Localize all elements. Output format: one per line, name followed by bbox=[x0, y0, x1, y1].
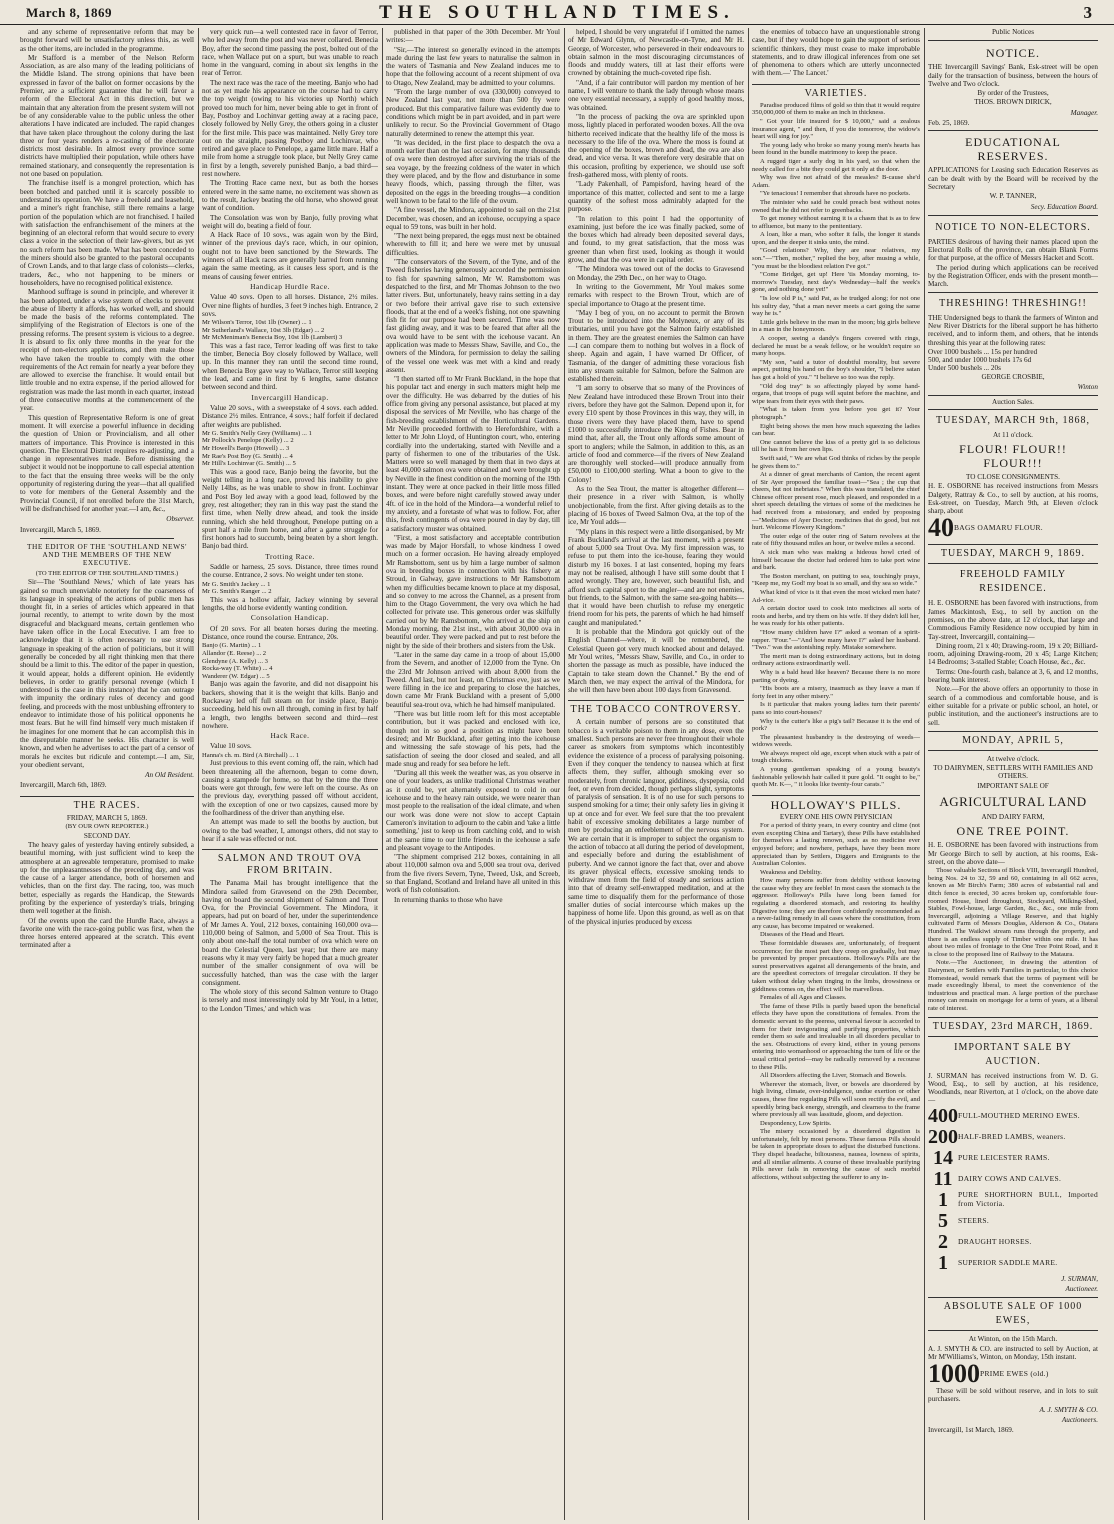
varieties-heading: VARIETIES. bbox=[752, 84, 920, 100]
holloway-pills-body bbox=[752, 822, 920, 1181]
sale3-description: Those valuable Sections of Block VIII, Invercargill Hundred, being Nos. 24 to 32, 59 and 60, containing in all 662 acres, known as Mr Birch's Farm; 380 acres of substantial rail and ditch fence is erected, 30 acres broken up, comfortable four-roomed House, lined throughout, Stockyard, Milking-Shed, Stables, Fowl-house, large Garden, &c., &c., one mile from Invercargill, adjoining a Village Reserve, and that highly cultivated Farm of Messrs Douglas, Alderson & Co., Otatara Hundred. The Waikiwi stream runs through the property, and there is an endless supply of Timber within one mile. It has about two miles of frontage to the One Tree Point Road, and it is close to the proposed line of Railway to the Mataura. bbox=[928, 867, 1098, 958]
notice-role: Manager. bbox=[1070, 108, 1098, 117]
sale2-title: FREEHOLD FAMILY RESIDENCE. bbox=[959, 569, 1067, 595]
editor-letter-heading: THE EDITOR OF THE 'SOUTHLAND NEWS' AND THE MEMBERS OF THE NEW EXECUTIVE. bbox=[26, 541, 187, 568]
consolation-report bbox=[202, 680, 378, 730]
paragraph: published in that paper of the 30th December. Mr Youl writes:— bbox=[386, 28, 560, 45]
paragraph: This was a good race, Banjo being the favorite, but the weight telling in a long race, proved his inability to give Nelly 14lbs, as he was unable to show in front. Lochinvar and Post Boy led away with a good lead, followed by the grey, rest altogether; they ran in this way past the stand the first time, when Nelly drew ahead, and took the inside running, which she held throughout, Penelope putting on a spurt half a mile from home, and after a game struggle for first honors had to succumb, being beaten by a short length. Banjo bad third. bbox=[202, 467, 378, 551]
paragraph: Eight being shows the men how much squeezing the ladies can bear. bbox=[752, 422, 920, 438]
result-line: Mr Hill's Lochinvar (G. Smith) ... 5 bbox=[202, 460, 296, 468]
sale2-rooms: Dining room, 21 x 40; Drawing-room, 19 x 20; Billiard-room, adjoining Drawing-room, 20 x 45; Large Kitchen; 14 Bedrooms; 3-stalled Stable; Coach House, &c., &c. bbox=[928, 641, 1098, 667]
paragraph: Diseases of the Head and Heart. bbox=[760, 931, 845, 939]
paragraph: "May I beg of you, on no account to permit the Brown Trout to be introduced into the Molyneux, or any of its tributaries, until you have got the Salmon fairly established in them. They are the greatest enemies the Salmon can have—I can compare them to nothing but wolves in a flock of sheep. Again and again, I have warned Dr Officer, of Tasmania, of the danger of admitting these voracious fish into any stream suitable for Salmon, before the Salmon are established therein. bbox=[568, 308, 744, 384]
result-line: Mr Howell's Banjo (Howell) ... 3 bbox=[202, 445, 290, 453]
lot-quantity: 1 bbox=[938, 1188, 948, 1211]
paragraph: "Lady Pakenhall, of Pampisford, having heard of the importance of this matter, collected and sent to me a large quantity of the softest moss admirably adapted for the purpose. bbox=[568, 180, 744, 214]
result-line: Hanna's ch. m. Bird (A Birchall) ... 1 bbox=[202, 751, 300, 759]
sale4-lots bbox=[928, 1106, 1098, 1273]
result-line: Mr G. Smith's Nelly Grey (Williams) ... 1 bbox=[202, 429, 312, 437]
sale3-date: MONDAY, APRIL 5, bbox=[928, 731, 1098, 751]
paragraph: " Got your life insured for $ 10,000," said a zealous insurance agent, " and then, if you die tomorrow, the widow's heart will sing for joy." bbox=[752, 117, 920, 141]
auction-lot bbox=[928, 1190, 1098, 1210]
paragraph: A young gentleman speaking of a young beauty's fashionable yellowish hair called it pure gold. "It ought to be," quoth Mr. K—, " it looks like twenty-four carats." bbox=[752, 766, 920, 789]
paragraph: "It was decided, in the first place to despatch the ova a month earlier than on the last occasion, for many thousands of ova were then destroyed after surviving the trials of the sea voyage, by the freezing coldness of the water in which they were placed, and by the flow and disturbance in some heavy floods, which, passing through the filter, was deposited on the eggs in the breeding troughs—a condition well known to be fatal to the life of the ovum. bbox=[386, 138, 560, 205]
trotting-race-report bbox=[202, 596, 378, 613]
sale3-and: AND DAIRY FARM, bbox=[981, 813, 1045, 822]
paragraph: Females of all Ages and Classes. bbox=[760, 994, 847, 1002]
column-rule bbox=[748, 28, 749, 1520]
paragraph: Paradise produced films of gold so thin that it would require 350,000,000 of them to make an inch in thickness. bbox=[752, 101, 920, 117]
letter-place-date: Invercargill, March 5, 1869. bbox=[20, 525, 101, 534]
sale1-title: FLOUR! FLOUR!! FLOUR!!! bbox=[959, 441, 1067, 470]
paragraph: One cannot believe the kiss of a pretty girl is so delicious till he has it from her own lips. bbox=[752, 438, 920, 454]
paragraph: "A fine vessel, the Mindora, appointed to sail on the 21st December, was chosen, and an icehouse, occupying a space equal to 59 tons, was built in her hold. bbox=[386, 206, 560, 231]
paragraph: "Is low old P is," said Pat, as he trudged along; for not one his sultry day, "that a man never meets a cart going the same way he is." bbox=[752, 295, 920, 318]
sale1-quantity-number: 40 bbox=[928, 513, 954, 543]
hack-race-heading: Hack Race. bbox=[270, 731, 310, 741]
paragraph: Swift said, " We are what God thinks of riches by the people he gives them to." bbox=[752, 454, 920, 470]
result-line: Mr Sutherland's Wallace, 10st 3lb (Edgar) ... 2 bbox=[202, 326, 325, 334]
auction-lot bbox=[928, 1232, 1098, 1252]
result-line: Mr McMeniman's Benecia Boy, 10st 1lb (Lambert) 3 bbox=[202, 334, 343, 342]
sale2-text: H. E. OSBORNE has been favored with instructions, from James Mackintosh, Esq., to sell by auction on the premises, on the above date, at 12 o'clock, that large and Commodious Family Residence now occupied by him in Tay-street, Invercargill, containing— bbox=[928, 599, 1098, 641]
sale5-note: These will be sold without reserve, and in lots to suit purchasers. bbox=[928, 1387, 1098, 1404]
paragraph: A certain number of persons are so constituted that tobacco is a veritable poison to them in any dose, even the smallest. Such persons are never free throughout their whole career as smokers from symptoms which incontestibly evidence the existence of a process of paralysing poisoning. Even if they conquer the tendency to nausea which at first affects them, they suffer, although smoking ever so moderately, from chronic languor, giddiness, dyspepsia, cold feet, or even from decided, though perhaps slight, symptoms of paralysis of sensation. It is of no use for such persons to suspend smoking for a time; their only safety lies in giving it up at once and for ever. We feel sure that the too prevalent habit of excessive smoking debilitates a large number of men by producing an enfeeblement of the nervous system. We are certain that it is improper to subject the organism to the action of tobacco at all during the period of development, and especially before and during the establishment of puberty. And we cannot ignore the fact that, over and above its graver physical effects, excessive smoking tends to withdraw men from the field of steady and serious action into that of dreamy self-enwrapped meditation, and at the same time to disqualify them for the performance of those smaller duties of social intercourse which makes up the happiness of home life. Upon this ground, as well as on that of the physical injuries produced by excess bbox=[568, 718, 744, 926]
paragraph: The pleasantest husbandry is the destroying of weeds—widows weeds. bbox=[752, 733, 920, 749]
races-day: SECOND DAY. bbox=[83, 831, 131, 840]
lot-description: HALF-BRED LAMBS, weaners. bbox=[958, 1131, 1066, 1141]
threshing-rates bbox=[928, 348, 1098, 373]
auction-lot bbox=[928, 1169, 1098, 1189]
result-line: Mr Rae's Post Boy (G. Smith) ... 4 bbox=[202, 452, 293, 460]
paragraph: "Good relations? Why, they are near relatives, my son."—"Then, mother," replied the boy, after musing a while, "you must be the bloodiest relation I've got." bbox=[752, 247, 920, 270]
paragraph: "His boots are a misery, inasmuch as they leave a man if forty feet in any other misery." bbox=[752, 685, 920, 700]
paragraph: "First, a most satisfactory and acceptable contribution was made by Major Horsfall, to whose kindness I owed much on a former occasion. He having already employed Mr Ramsbottom, sent us by him a large number of salmon ova in breeding boxes in connection with his fishery at Stroud, in Galway, gave instructions to Mr Ramsbottom when my difficulties became known to place at my disposal, and so convey to me across the Channel, as a present from him to the Otago Government, the very ova which he had collected for private use. This generous order was skilfully carried out by Mr Ramsbottom, who arrived at the ship on Monday morning, the 21st inst., with about 30,000 ova in beautiful order. They were packed and put to rest before the night by the side of their brothers and sisters from the Usk. bbox=[386, 533, 560, 650]
editor-letter-place-date: Invercargill, March 6th, 1869. bbox=[20, 781, 107, 790]
paragraph: For a period of thirty years, in every country and clime (not even excepting China and Tartary), these Pills have established for themselves a lasting renown, such as no medicine ever enjoyed before; and nowhere, perhaps, have they been more appreciated than by Settlers, Diggers and Emigrants to the Australian Colonies. bbox=[752, 822, 920, 868]
varieties-list bbox=[752, 102, 920, 789]
consolation-heading: Consolation Handicap. bbox=[250, 613, 330, 623]
result-line: Rocka-way (T. White) ... 4 bbox=[202, 665, 273, 673]
sale1-subtitle: TO CLOSE CONSIGNMENTS. bbox=[966, 472, 1060, 481]
trotting-race-conditions: Saddle or harness, 25 sovs. Distance, three times round the course. Entrance, 2 sovs. No weight under ten stone. bbox=[202, 563, 378, 580]
paragraph: A cooper, seeing a dandy's fingers covered with rings, declared he must be a weak fellow, or he wouldn't require so many hoops. bbox=[752, 335, 920, 358]
paragraph: What kind of vice is it that even the most wicked men hate? Ad-vice. bbox=[752, 589, 920, 604]
public-notices-heading: Public Notices bbox=[991, 28, 1035, 36]
lot-quantity: 2 bbox=[938, 1230, 948, 1253]
sale4-date: TUESDAY, 23rd MARCH, 1869. bbox=[928, 1017, 1098, 1037]
paragraph: This was a hollow affair, Jackey winning by several lengths, the old horse evidently wanting condition. bbox=[202, 595, 378, 613]
auction-lot bbox=[928, 1253, 1098, 1273]
paragraph: Sir—The 'Southland News,' which of late years has gained so much unenviable notoriety for the coarseness of its language in speaking of the actions of public men has thought fit, in a series of articles which appeared in that journal recently, to attempt to write down by the most disgraceful and blackguard means, certain gentlemen who have taken office in the Local Executive. I am free to acknowledge that it is often necessary to use strong language in speaking of the action of politicians, but it will generally be conceded by all right thinking men that there should be a limit to this. The editor of the paper in question, it would appear, holds a different opinion. He evidently believes, in order to gratify personal revenge (which I understood is the case in this instance) that he can outrage with impunity the ordinary rules of decency and good feeling, and proceeds with the most unblushing effrontery to endeavor to intimidate those of his political opponents he most fears. But he will find himself very much mistaken if he imagines for one moment that he can accomplish this in the disreputable manner he seeks. His character is well known, and when he advertises to act the part of a censor of morals he excites but ridicule and contempt.—I am, Sir, your obedient servant, bbox=[20, 578, 194, 769]
paragraph: Banjo was again the favorite, and did not disappoint his backers, showing that it is the weight that kills. Banjo and Rockaway led off full steam on for inside place, Banjo succeeding, held his own all through, coming in first by half a length, two lengths between second and third—rest nowhere. bbox=[202, 680, 378, 730]
paragraph: "Come Bridget, get up! Here 'tis Monday morning, to-morrow's Tuesday, next day's Wednesday—half the week's gone, and nothing done yet!" bbox=[752, 271, 920, 294]
paragraph: Despondency, Low Spirits. bbox=[760, 1119, 832, 1127]
threshing-place: Winton bbox=[1077, 383, 1098, 392]
threshing-text: THE Undersigned begs to thank the farmers of Winton and New River Districts for the liberal support he has hitherto received, and to inform them, and others, that he intends threshing this year at the following rates: bbox=[928, 313, 1098, 347]
sale5-quantity-number: 1000 bbox=[928, 1359, 980, 1389]
paragraph: The minister who said he could preach best without notes owned that he did not refer to greenbacks. bbox=[752, 198, 920, 214]
notice-authority: By order of the Trustees, bbox=[977, 89, 1049, 98]
paragraph: "My plans in this respect were a little disorganised, by Mr Frank Buckland's arrival at the last moment, with a present of about 5,000 sea Trout Ova. My first impression was, to refuse to put them into the ice-house, fearing they would disturb my 16 boxes. I at last consented, hoping my fears may not be realised, although I have still some doubt that I acted wrongly. They are, however, such beautiful fish, and afford such capital sport to the angler—and are not enemies, but friends, to the Salmon, with the same sea-going habits—that it would have been churlish to refuse my energetic friend room for his pets, the parents of which he had himself caught and manipulated." bbox=[568, 527, 744, 627]
hurdle-race-report bbox=[202, 342, 378, 392]
newspaper-title: THE SOUTHLAND TIMES. bbox=[379, 2, 735, 23]
column-rule bbox=[564, 28, 565, 1520]
lot-description: STEERS. bbox=[958, 1215, 990, 1225]
educational-reserves-title: EDUCATIONAL RESERVES. bbox=[965, 135, 1061, 164]
tobacco-article-continued bbox=[752, 28, 920, 78]
column-rule bbox=[924, 28, 925, 1520]
column-3 bbox=[386, 28, 560, 1520]
paragraph: The young lady who broke so many young men's hearts has been found in the bundle matrimony to keep the peace. bbox=[752, 141, 920, 157]
result-line: Allandor (E. Reese) ... 2 bbox=[202, 649, 267, 657]
hurdle-race-conditions: Value 40 sovs. Open to all horses. Distance, 2½ miles. Over nine flights of hurdles, 3 feet 9 inches high. Entrance, 2 sovs. bbox=[202, 293, 378, 318]
sale2-date: TUESDAY, MARCH 9, 1869. bbox=[928, 544, 1098, 564]
result-line: Mr Wilson's Terror, 10st 1lb (Owner) ... 1 bbox=[202, 319, 312, 327]
sale4-title: IMPORTANT SALE BY AUCTION. bbox=[954, 1041, 1072, 1067]
paragraph: The heavy gales of yesterday having entirely subsided, a beautiful morning, with just sufficient wind to keep the atmosphere at an agreeable temperature, promised to make up for the unpleasantnesses of the preceding day, and was the cause of a larger attendance, both of horsemen and vehicles, than on the first day. The racing, too, was much better, especially as regards the Handicap, the Stewards profiting by the experience of yesterday's trials, bringing them well together at the finish. bbox=[20, 840, 194, 916]
paragraph: This question of Representative Reform is one of great moment. It will exercise a powerful influence in deciding the question of Union or Provincialism, and all other matters of importance. This Province is interested in this question. The Electoral District requires re-adjusting, and a change in representatives made. Before dismissing the subject it would not be inopportune to call especial attention to the fact that the ensuing three weeks will be the only opportunity of registering during the year—that all qualified to vote for members of the General Assembly and the Provincial Council, if not enrolled before the 31st March, will be disfranchised for another year.—I am, &c., bbox=[20, 413, 194, 513]
sale1-quantity bbox=[928, 513, 1098, 543]
paragraph: "In relation to this point I had the opportunity of examining, just before the ice was finally packed, some of the boxes which had already been deposited several days, and found, to my great satisfaction, that the moss was greener than when first used, looking as though it would grow, and that the ova were in capital order. bbox=[568, 214, 744, 265]
sale3-subtitle: IMPORTANT SALE OF bbox=[977, 781, 1049, 790]
column-2 bbox=[202, 28, 378, 1520]
paragraph: "Later in the same day came in a troop of about 15,000 from the Severn, and another of 12,000 from the Tyne. On the 23rd Mr Johnson arrived with about 8,000 from the Tweed. And last, but not least, on Christmas eve, just as we were filling in the ice and preparing to close the hatches, down came Mr Frank Buckland with a present of 5,000 beautiful sea-trout ova, which he had himself manipulated. bbox=[386, 650, 560, 709]
sale3-note: Note.—The Auctioneer, in drawing the attention of Dairymen, or Settlers with Families in particular, to this choice Homestead, would remark that the terms of payment will be made exceedingly liberal, to meet the convenience of the industrious and practical man. A large portion of the purchase money can remain on mortgage for a term of years, at a liberal rate of interest. bbox=[928, 959, 1098, 1012]
hack-race-results bbox=[202, 752, 378, 760]
paragraph: To get money without earning it is a chasm that is as to few to affluence, but many to the penitentiary. bbox=[752, 215, 920, 230]
masthead bbox=[0, 0, 1114, 25]
paragraph: and any scheme of representative reform that may be brought forward will be unsatisfactory unless this, as well as the other items, are included in the programme. bbox=[20, 28, 194, 53]
issue-date: March 8, 1869 bbox=[26, 5, 113, 20]
auction-lot bbox=[928, 1148, 1098, 1168]
paragraph: Is it particular that makes young ladies turn their parents' pans so into court-houses? bbox=[752, 701, 920, 716]
paragraph: Of the events upon the card the Hurdle Race, always a favorite one with the race-going public was first, when the three horses entered appeared at the scratch. This event terminated after a bbox=[20, 916, 194, 950]
result-line: Banjo (G. Martin) ... 1 bbox=[202, 642, 262, 650]
lot-quantity: 14 bbox=[933, 1146, 953, 1169]
sale5-text: A. J. SMYTH & CO. are instructed to sell by Auction, at Mr M'Williams's, Winton, on Monday, 15th instant. bbox=[928, 1344, 1098, 1361]
editor-letter-signature: An Old Resident. bbox=[145, 771, 194, 780]
paragraph: Little girls believe in the man in the moon; big girls believe in a man in the honeymoon. bbox=[752, 318, 920, 334]
lot-description: SUPERIOR SADDLE MARE. bbox=[958, 1257, 1058, 1267]
sale1-text: H. E. OSBORNE has received instructions from Messrs Dalgety, Rattray & Co., to sell by auction, at his rooms, Esk-street, on Tuesday, March 9th, at Eleven o'clock sharp, about bbox=[928, 482, 1098, 516]
sale5-quantity-text: PRIME EWES (old.) bbox=[980, 1369, 1049, 1379]
result-line: 500, and under 1000 bushels 17s 6d bbox=[928, 356, 1032, 365]
salmon-article-heading: SALMON AND TROUT OVA FROM BRITAIN. bbox=[202, 849, 378, 877]
paragraph: "And, if a fair contributor will pardon my mention of her name, I will venture to thank the lady through whose means one very essential necessary, a supply of good healthy moss, was obtained. bbox=[568, 78, 744, 112]
paragraph: "The Mindora was towed out of the docks to Gravesend on Monday, the 29th Dec., on her way to Otago. bbox=[568, 265, 744, 282]
lot-description: DRAUGHT HORSES. bbox=[958, 1236, 1032, 1246]
lot-quantity: 400 bbox=[928, 1104, 958, 1127]
paragraph: "I am sorry to observe that so many of the Provinces of New Zealand have introduced these Brown Trout into their rivers, before they have got the Salmon. Depend upon it, for every £10 spent by those Provinces in this way, they will, in those rivers were they have placed them, have to spend £1000 to successfully introduce the King of Fishes. Bear in mind that, after all, the Trout only affords some amount of sport to anglers; while the Salmon, in addition to this, as an article of food and commerce—if the rivers of New Zealand are thoroughly well stocked—will produce annually from £50,000 to £100,000 sterling. What a boon to give to the Colony! bbox=[568, 384, 744, 484]
paragraph: We always respect old age, except when stuck with a pair of tough chickens. bbox=[752, 749, 920, 765]
paragraph: "The conservators of the Severn, of the Tyne, and of the Tweed fisheries having generously accorded the permission to fish for spawning salmon, Mr W. Ramsbottom was despatched to the first, and Mr Thomas Johnson to the two latter rivers. But, unfortunately, heavy rains setting in a day or two before their arrival gave rise to such extensive floods, that at the end of a week's fishing, not one spawning fish fit for our purpose had been secured. Time was now fast gliding away, and it was to be feared that after all the ova would have to be sent with the icehouse vacant. An application was made to Messrs Shaw, Saville, and Co., the owners of the Mindora, for permission to delay the sailing of the vessel one week was met with a kind and ready assent. bbox=[386, 258, 560, 374]
sale2-note: Note.—For the above offers an opportunity to those in search of a commodious and comfortable house, and is either suitable for a private or public school, an hotel, or public institution, and the auctioneer's instructions are to sell. bbox=[928, 685, 1098, 727]
paragraph: "In the process of packing the ova are sprinkled upon moss, lightly placed in perforated wooden boxes. All the ova hitherto received indicate that the healthy life of the moss is necessary to the life of the ova. Where the moss is found at the opening of the boxes, brown and dead, the ova are also dead, and vice versa. It was therefore very desirable that on this occasion, profiting by experience, we should use soft fresh-gathered moss, with plenty of roots. bbox=[568, 112, 744, 180]
paragraph: At a dinner of great merchants of Canton, the recent agent of Sir Ayer proposed the familiar toast—"Sea ; the cup that cheers, but not inebriates." When this was translated, the chief Chinese officer present rose, much pleased, and responded in a short speech detailing the virtues of some of the medicines he had received from a missionary, and ended by proposing—"Medicines of Ayer Doctor; medicines that do good, but not hurt. Welcome Flowery Kingdom." bbox=[752, 471, 920, 532]
paragraph: "I then started off to Mr Frank Buckland, in the hope that his popular tact and energy in such matters might help me over the difficulty. He was debarred by the duties of his office from giving any personal assistance, but placed at my disposal the services of Mr Neville, who has charge of the fish-breeding establishment of the Horticultural Gardens. Mr Neville proceeded forthwith to Herefordshire, with a letter to Mr John Lloyd, of Huntington court, who, entering cordially into the undertaking, started with Neville and a party of fishermen to one of the tributaries of the Usk. Matters were so well managed by them that in two days at least 40,000 salmon ova were obtained and were brought up by Neville in the finest condition on the morning of the 19th instant. They were at once packed in their little moss filled boxes, and were before night carefully stowed away under 4ft. of ice in the hold of the Mindora—a wonderful relief to my anxiety, and a foretaste of what was to follow. For, after this, fresh contingents of ova were poured in day by day, till a satisfactory muster was obtained. bbox=[386, 375, 560, 533]
paragraph: The misery occasioned by a disordered digestion is unfortunately, felt by most persons. These famous Pills should be taken in appropriate doses to adjust the disturbed functions. They dispel headache, biliousness, nausea, lowness of spirits, and all similar ailments. A course of these invaluable purifying Pills never fails in removing the cause of such morbid affections, without subjecting the sufferer to any in- bbox=[752, 1128, 920, 1181]
lot-quantity: 11 bbox=[933, 1167, 953, 1190]
notice-signatory: THOS. BROWN DIRICK, bbox=[974, 98, 1052, 107]
paragraph: The outer edge of the outer ring of Saturn revolves at the rate of fifty thousand miles an hour, or twelve miles a second. bbox=[752, 532, 920, 548]
paragraph: This was a fast race, Terror leading off was first to take the timber, Benecia Boy closely followed by Wallace, well up. In this manner they ran until the second time round, when Benecia Boy gave way to Wallace, Terror still keeping the lead, and came in first by 6 lengths, same distance between second and third. bbox=[202, 341, 378, 392]
lot-description: PURE LEICESTER RAMS. bbox=[958, 1152, 1050, 1162]
paragraph: "Old dog tray" is so affectingly played by some hand-organs, that troops of pugs will squint before the machine, and wipe tears from their eyes with their paws. bbox=[752, 382, 920, 405]
paragraph: Just previous to this event coming off, the rain, which had been threatening all the afternoon, began to come down, causing a stampede for home, so that by the time the three boats were got through, few were left on the course. As on the previous day, everything passed off without accident, with the exception of one or two capsizes, caused more by the foolhardiness of the driver than anything else. bbox=[202, 759, 378, 818]
editor-letter-body bbox=[20, 578, 194, 769]
sale5-signatory: A. J. SMYTH & CO. bbox=[1039, 1405, 1098, 1414]
sale5-place-date: Invercargill, 1st March, 1869. bbox=[928, 1426, 1014, 1435]
sale2-terms: Terms: One-fourth cash, balance at 3, 6, and 12 months, bearing bank interest. bbox=[928, 667, 1098, 685]
reform-letter-body bbox=[20, 28, 194, 513]
paragraph: The Trotting Race came next, but as both the horses entered were in the same name, no excitement was shown as to the result, Jackey beating the old horse, who showed great want of condition. bbox=[202, 179, 378, 213]
sale4-text: J. SURMAN has received instructions from W. D. G. Wood, Esq., to sell by auction, at his residence, Woodlands, near Riverton, at 1 o'clock, on the above date— bbox=[928, 1071, 1098, 1105]
result-line: Under 500 bushels ... 20s bbox=[928, 364, 1001, 373]
consolation-results bbox=[202, 642, 378, 680]
paragraph: Weakness and Debility. bbox=[760, 868, 822, 876]
paragraph: "There was but little room left for this most acceptable contribution, but it was packed and enclosed with ice, though not in so good a position as might have been desired; and Mr Buckland, after getting into the icehouse and witnessing the safe stowage of his pets, had the satisfaction of seeing the door closed and sealed, and all made snug and ready for sea before he left. bbox=[386, 710, 560, 768]
threshing-title: THRESHING! THRESHING!! bbox=[939, 297, 1087, 309]
trotting-race-heading: Trotting Race. bbox=[265, 551, 315, 561]
paragraph: The franchise itself is a mongrel protection, which has been botched and patched until it is scarcely possible to understand its operation. We have a freehold and leasehold, and a miner's right franchise, still there remains a large portion of the population which are not franchised. I hailed with satisfaction the enfranchisement of the miners at the beginning of an electoral reform that would secure to every class a voice in the selection of their law-givers, but as yet no such reform has been made. What has been conceded to the miners should also be granted to the pastoral occupants of Crown Lands, and to that large class of colonists—clerks, traders, &c., who not happening to be miners or householders, have no recognised political existence. bbox=[20, 179, 194, 287]
races-byline: (BY OUR OWN REPORTER.) bbox=[65, 823, 149, 831]
races-continued bbox=[202, 28, 378, 281]
paragraph: All Disorders affecting the Liver, Stomach and Bowels. bbox=[760, 1072, 907, 1080]
paragraph: A certain doctor used to cook into medicines all sorts of roots and herbs, and try them on his wife. If they didn't kill her, he was ready for his other patients. bbox=[752, 605, 920, 628]
auction-lot bbox=[928, 1127, 1098, 1147]
tobacco-article-heading: THE TOBACCO CONTROVERSY. bbox=[568, 700, 744, 716]
paragraph: Mr Stafford is a member of the Nelson Reform Association, as are also many of the leading politicians of the Middle Island. The strong opinions that have been expressed in favor of the ballot on former occasions by the Premier, are a sufficient guarantee that he will favor a reform of the Electoral Act in this direction, but we maintain that any alteration from the present system will not be of any considerable value to the public unless the other alterations I have indicated are included. The rapid changes that have taken place throughout the colony during the last three or four years renders a re-casting of the electorate districts most desirable. In almost every province some districts have multiplied their population, while others have remained stationary, and consequently the representation is not one based on population. bbox=[20, 53, 194, 179]
races-date: FRIDAY, MARCH 5, 1869. bbox=[66, 813, 148, 822]
paragraph: Why is a bald head like heaven? Because there is no more parting or dyeing. bbox=[752, 668, 920, 684]
paragraph: A Hack Race of 10 sovs., was again won by the Bird, winner of the previous day's race, which, in our opinion, ought not to have been sanctioned by the Stewards. The winners of all Hack races are generally barred from running again the same meeting, as it causes less sport, and is the means of causing fewer entries. bbox=[202, 231, 378, 281]
non-electors-notice bbox=[928, 215, 1098, 293]
paragraph: In writing to the Government, Mr Youl makes some remarks with respect to the Brown Trout, which are of special importance to Otago at the present time. bbox=[568, 282, 744, 308]
paragraph: "What is taken from you before you get it? Your photograph." bbox=[752, 406, 920, 421]
paragraph: "The shipment comprised 212 boxes, containing in all about 110,000 salmon ova and 5,000 sea trout ova, derived from the five rivers Severn, Tyne, Tweed, Usk, and Screeb, so that England, Scotland and Ireland have all united in this work of fish colonisation. bbox=[386, 853, 560, 895]
sale5-title: ABSOLUTE SALE OF 1000 EWES, bbox=[928, 1297, 1098, 1331]
paragraph: "During all this week the weather was, as you observe in one of your leaders, as unlike traditional Christmas weather as it could be, yet alternately exposed to cold in our icehouse and to the heavy rain outside, we were nearer than most people to the realisation of the ideal climate, and when our work was done were not slow to accept Captain Cameron's invitation to adjourn to the cabin and 'take a little something,' just to keep us from catching cold, and to wish at the same time to our little friends in the icehouse a safe and pleasant voyage to the Antipodes. bbox=[386, 769, 560, 852]
sale1-date: TUESDAY, MARCH 9th, 1868, bbox=[936, 414, 1090, 426]
paragraph: The fame of these Pills is partly based upon the beneficial effects they have upon the constitutions of females. From the domestic servant to the peeress, universal favour is accorded to them for their invigorating and purifying properties, which render them so safe and invaluable in all disorders peculiar to the sex. Obstructions of every kind, either in young persons entering into womanhood or approaching the turn of life or the usual critical period—may be radically removed by a recourse to these Pills. bbox=[752, 1002, 920, 1071]
invercargill-handicap-conditions: Value 20 sovs., with a sweepstake of 4 sovs. each added. Distance 2½ miles. Entrance, 4 sovs.; half forfeit if declared after weights are published. bbox=[202, 403, 378, 429]
paragraph: As to the Sea Trout, the matter is altogether different—their presence in a river with Salmon, is wholly unobjectionable, from the first. After giving details as to the placing of 16 boxes of Tweed Salmon Ova, at the top of the ice, Mr Youl adds— bbox=[568, 485, 744, 527]
races-heading: THE RACES. bbox=[20, 796, 194, 812]
hurdle-race-heading: Handicap Hurdle Race. bbox=[250, 281, 330, 291]
sale5-role: Auctioneers. bbox=[1061, 1416, 1098, 1425]
paragraph: helped, I should be very ungrateful if I omitted the names of Mr Edward Glynn, of Newcastle-on-Tyne, and Mr H. George, of Worcester, who persevered in their endeavours to obtain salmon in the most discouraging circumstances of floods and muddy waters, till at last their efforts were crowned by obtaining the much-coveted ripe fish. bbox=[568, 28, 744, 78]
sale5-quantity bbox=[928, 1359, 1098, 1389]
result-line: Glendyne (A. Kelly) ... 3 bbox=[202, 657, 268, 665]
column-4 bbox=[568, 28, 744, 1520]
auction-lot bbox=[928, 1211, 1098, 1231]
sale4-role: Auctioneer. bbox=[1065, 1284, 1098, 1293]
sale3-main-title: AGRICULTURAL LAND bbox=[939, 794, 1087, 810]
notice-date: Feb. 25, 1869. bbox=[928, 119, 970, 128]
educational-reserves-role: Secy. Education Board. bbox=[1030, 202, 1098, 211]
auction-lot bbox=[928, 1106, 1098, 1126]
column-rule bbox=[198, 28, 199, 1520]
paragraph: Why is the cutter's like a pig's tail? Because it is the end of pork? bbox=[752, 717, 920, 733]
result-line: Mr Pollock's Penelope (Kelly) ... 2 bbox=[202, 437, 294, 445]
tobacco-article-body bbox=[568, 718, 744, 925]
paragraph: A rugged tiger a surly dog in his yard, so that when the needy called for a bite they could get it only at the door. bbox=[752, 157, 920, 173]
paragraph: "My son, "said a tutor of doubtful morality, but severe aspect, putting his hand on the boy's shoulder, "I believe satan has got a hold of you." "I believe so too was the reply. bbox=[752, 358, 920, 381]
sale3-title: TO DAIRYMEN, SETTLERS WITH FAMILIES AND OTHERS. bbox=[933, 764, 1093, 781]
races-body bbox=[20, 841, 194, 950]
salmon-letter-continued bbox=[568, 28, 744, 694]
salmon-article-body bbox=[202, 879, 378, 1013]
invercargill-handicap-results bbox=[202, 430, 378, 468]
column-5 bbox=[752, 28, 920, 1520]
paragraph: The Panama Mail has brought intelligence that the Mindora sailed from Gravesend on the 29th December, having on board the second shipment of Salmon and Trout Ova, for the Provincial Government. The Mindora, it appears, had put on board of her, under the superintendence of Mr James A. Youl, 212 boxes, containing 160,000 ova—110,000 being of Salmon, and 5,000 of Sea Trout. This is only about one-half the total number of ova which were on board the Celestial Queen, last year; but there are many reasons why it may very fairly be hoped that a much greater number of the smaller consignment of ova will be successfully hatched, than was the case with the larger consignment. bbox=[202, 879, 378, 987]
paragraph: The Boston merchant, on putting to sea, touchingly prays, "Keep me, my God! my boat is so small, and thy sea so wide." bbox=[752, 572, 920, 588]
auction-sales-heading: Auction Sales. bbox=[928, 395, 1098, 409]
invercargill-handicap-heading: Invercargill Handicap. bbox=[251, 392, 329, 402]
column-1 bbox=[20, 28, 194, 1520]
editor-letter-to: (TO THE EDITOR OF THE SOUTHLAND TIMES.) bbox=[35, 569, 179, 577]
paragraph: A loan, like a man, who softer it falls, the longer it stands upon, and the deeper it sinks unto, the mind. bbox=[752, 231, 920, 246]
invercargill-handicap-report bbox=[202, 468, 378, 551]
paragraph: The next race was the race of the meeting. Banjo who had not as yet made his appearance on the course had to carry the top weight (owing to his victories up North) which proved too much for him, never being able to get in front of Bay, Postboy and Lochinvar getting away at a racing pace, closely followed by Nelly Grey, the others going in a cluster for the first mile. This pace was maintained. Nelly Grey tore out on the straight, passing Postboy and Lochinvar, who retired and gave place to Penelope, a game little mare. Half a mile from home a struggle took place, but Nelly Grey came in first by a length, severely punished Banjo, a bad third—rest nowhere. bbox=[202, 78, 378, 179]
result-line: Over 1000 bushels ... 15s per hundred bbox=[928, 347, 1038, 356]
sale1-time: At 11 o'clock. bbox=[993, 430, 1033, 439]
column-6 bbox=[928, 28, 1098, 1520]
trotting-race-results bbox=[202, 581, 378, 596]
threshing-signatory: GEORGE CROSBIE, bbox=[981, 372, 1045, 381]
educational-reserves-text: APPLICATIONS for Leasing such Education Reserves as can be dealt with by the Board will be received by the Secretary bbox=[928, 166, 1098, 191]
consolation-conditions: Of 20 sovs. For all beaten horses during the meeting. Distance, once round the course. Entrance, 20s. bbox=[202, 624, 378, 642]
lot-description: FULL-MOUTHED MERINO EWES. bbox=[958, 1110, 1080, 1120]
paragraph: the enemies of tobacco have an unquestionable strong case, but if they would hope to gain the support of serious scientific thinkers, they must cease to make improbable statements, and to draw illogical inferences from one set of phenomena to others which are utterly unconnected with them.—' The Lancet.' bbox=[752, 28, 920, 78]
hack-race-conditions: Value 10 sovs. bbox=[210, 742, 252, 751]
paragraph: "Sir,—The interest so generally evinced in the attempts made during the last few years to naturalise the salmon in the waters of Tasmania and New Zealand induces me to hope that the following account of a recent shipment of ova to Otago, New Zealand, may be admitted to your columns. bbox=[386, 45, 560, 87]
non-electors-text: PARTIES desirous of having their names placed upon the Electoral Rolls of the province, can obtain Blank Forms for that purpose, at the office of Messrs Hacket and Scott. bbox=[928, 237, 1098, 263]
paragraph: In returning thanks to those who have bbox=[394, 895, 503, 904]
sale4-signatory: J. SURMAN, bbox=[1061, 1274, 1098, 1283]
paragraph: "Ye tenacious! I remember that shrouds have no pockets. bbox=[760, 190, 911, 198]
paragraph: "The next being prepared, the eggs must next be obtained wherewith to fill it; and here we were met by unusual difficulties. bbox=[386, 232, 560, 257]
paragraph: An attempt was made to sell the booths by auction, but owing to the bad weather, I, amongst others, did not stay to hear if a sale was effected or not. bbox=[202, 818, 378, 843]
holloway-pills-heading: HOLLOWAY'S PILLS. bbox=[752, 795, 920, 811]
paragraph: How many persons suffer from debility without knowing the cause why they are feeble! In most cases the stomach is the aggressor. Holloway's Pills have long been famed for regulating a disordered stomach, and restoring its healthy Digestive tone; they are therefore confidently recommended as a never-failing remedy in all cases where the constitution, from any cause, has become impaired or weakened. bbox=[752, 877, 920, 930]
notice-title: NOTICE. bbox=[986, 46, 1040, 61]
column-rule bbox=[382, 28, 383, 1520]
hurdle-race-results bbox=[202, 319, 378, 342]
sale3-text: H. E. OSBORNE has been favored with instructions from Mr George Birch to sell by auction, at his rooms, Esk-street, on the above date— bbox=[928, 841, 1098, 866]
sale5-subtitle: At Winton, on the 15th March. bbox=[968, 1335, 1058, 1344]
result-line: Mr G. Smith's Jackey ... 1 bbox=[202, 580, 271, 588]
sale3-property-name: ONE TREE POINT. bbox=[956, 824, 1070, 839]
letter-signature: Observer. bbox=[166, 515, 194, 524]
result-line: Wanderer (W. Edgar) ... 5 bbox=[202, 672, 270, 680]
page-number: 3 bbox=[1083, 3, 1092, 22]
paragraph: Why was five not afraid of the measles? B-cause she'd Adam. bbox=[752, 174, 920, 189]
paragraph: The merit man is doing extraordinary actions, but in doing ordinary actions extraordinarily well. bbox=[752, 652, 920, 668]
paragraph: Manhood suffrage is sound in principle, and wherever it has been adopted, under a wise system of checks to prevent the abuse of liberty it affords, has worked well, and should be made the basis of the reforms contemplated. The simplifying of the Registration of Electors is one of the pressing reforms. The present system is vicious to a degree. It is absurd to fix only three months in the year for the receipt of non-electors applications, and then make those who have taken the trouble to comply with the other requirements of the Act remain for nearly a year before they are allowed to exercise the franchise. It would entail but little trouble and no extra expense, if the period allowed for registration was made the last month in each quarter, instead of three consecutive months at the commencement of the year. bbox=[20, 288, 194, 413]
lot-quantity: 1 bbox=[938, 1251, 948, 1274]
non-electors-period: The period during which applications can be received by the Registration Officer, ends with the present month—March. bbox=[928, 263, 1098, 289]
holloway-pills-subheading: EVERY ONE HIS OWN PHYSICIAN bbox=[779, 812, 893, 821]
lot-description: DAIRY COWS AND CALVES. bbox=[958, 1173, 1062, 1183]
paragraph: "From the large number of ova (330,000) conveyed to New Zealand last year, not more than 500 fry were produced. But this comparative failure was evidently due to conditions which might be in part avoided, and in part were unlikely to recur. So the Provincial Government of Otago naturally determined to renew the attempt this year. bbox=[386, 88, 560, 138]
salmon-letter-body bbox=[386, 28, 560, 904]
paragraph: It is probable that the Mindora got quickly out of the English Channel—where, it will be remembered, the Celestial Queen got very much knocked about and delayed. Mr Youl writes, "Messrs Shaw, Saville, and Co., in order to shorten the passage as much as possible, have induced the Captain to take steam down the Channel." By the end of March then, we may expect the arrival of the Mindora, for she will then have been about 100 days from Gravesend. bbox=[568, 628, 744, 695]
savings-bank-notice bbox=[928, 40, 1098, 131]
result-line: Mr G. Smith's Ranger ... 2 bbox=[202, 588, 272, 596]
non-electors-title: NOTICE TO NON-ELECTORS. bbox=[935, 221, 1091, 233]
paragraph: These formidable diseases are, unfortunately, of frequent occurrence; for the most part they creep on gradually, but may be prevented by proper precautions. Holloway's Pills are the surest preservatives against all derangements of the brain, and are the speediest correctors of irregular circulation. If they be taken without delay when tinging in the limbs, drowsiness or giddiness comes on, the effect will be marvellous. bbox=[752, 940, 920, 993]
paragraph: The Consolation was won by Banjo, fully proving what weight will do, beating a field of four. bbox=[202, 213, 378, 230]
paragraph: The whole story of this second Salmon venture to Otago is tersely and most interestingly told by Mr Youl, in a letter, to the London 'Times,' and which was bbox=[202, 988, 378, 1013]
paragraph: Wherever the stomach, liver, or bowels are disordered by high living, climate, over-indulgence, undue exertion or other causes, these fine regulating Pills will soon rectify the evil, and speedily bring back energy, strength, and clearness to the frame where previously all was lassitude, gloom, and dejection. bbox=[752, 1080, 920, 1119]
hack-race-report bbox=[202, 759, 378, 843]
notice-text: THE Invercargill Savings' Bank, Esk-street will be open daily for the transaction of business, between the hours of Twelve and Two o'clock. bbox=[928, 63, 1098, 88]
paragraph: very quick run—a well contested race in favor of Terror, who led away from the post and was never collared. Benecia Boy, after the second time passing the post, bolted out of the race, when Wallace put on a spurt, but was unable to reach home in the vanguard, coming in about six lengths in the rear of Terror. bbox=[202, 28, 378, 78]
sale3-time: At twelve o'clock. bbox=[986, 754, 1040, 763]
sale1-quantity-text: BAGS OAMARU FLOUR. bbox=[954, 523, 1043, 533]
lot-description: PURE SHORTHORN BULL, Imported from Victoria. bbox=[958, 1190, 1098, 1208]
lot-quantity: 200 bbox=[928, 1125, 958, 1148]
paragraph: A sick man who was making a hideous howl cried of himself because the doctor had ordered him to take port wine and bark. bbox=[752, 549, 920, 572]
paragraph: "How many children have I?" asked a woman of a spirit-rapper. "Four."—"And how many have I?" asked her husband. "Two." was the astonishing reply. Mistake somewhere. bbox=[752, 628, 920, 652]
separator bbox=[40, 538, 174, 539]
educational-reserves-signatory: W. P. TANNER, bbox=[989, 192, 1037, 201]
lot-quantity: 5 bbox=[938, 1209, 948, 1232]
